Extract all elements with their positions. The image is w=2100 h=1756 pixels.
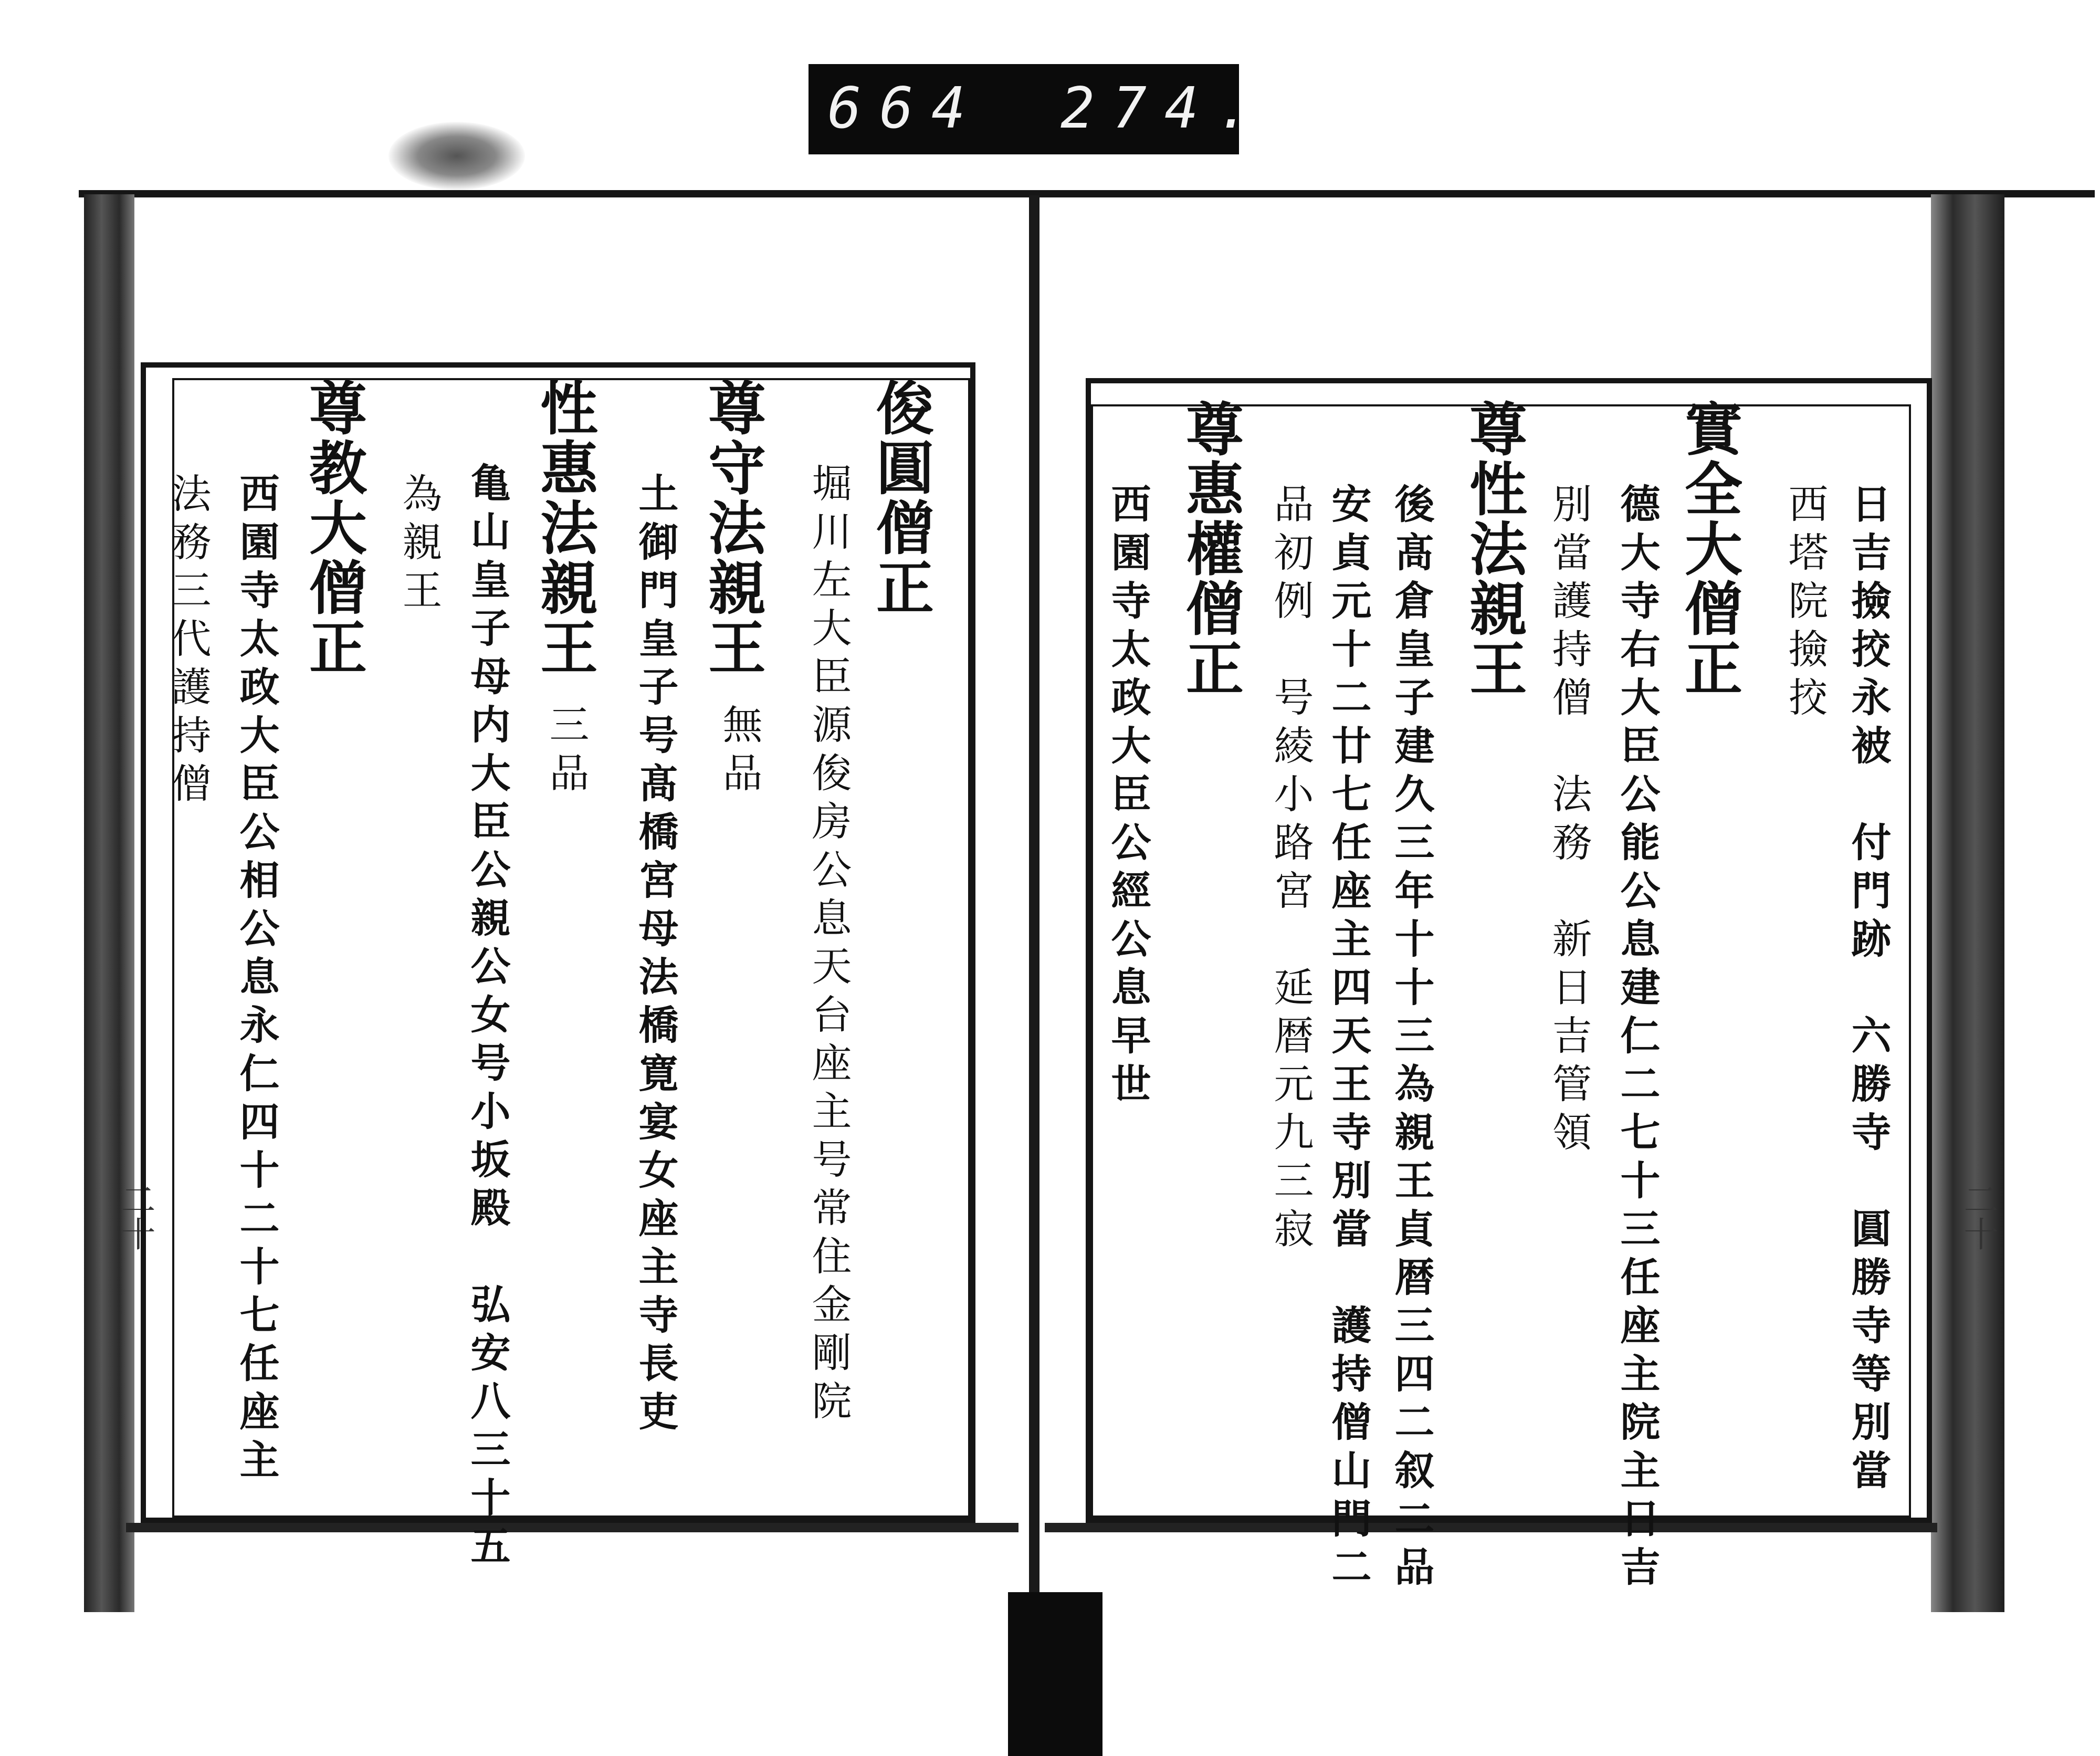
entry-note: 西塔院撿挍 xyxy=(1782,483,1829,725)
entry-title: 尊守法親王 xyxy=(699,378,766,677)
entry-title: 尊性法親王 xyxy=(1460,399,1528,698)
entry-note: 西園寺太政大臣公相公息永仁四十二十七任座主 xyxy=(233,473,280,1487)
entry-title: 性惠法親王 xyxy=(531,378,598,677)
entry-note: 亀山皇子母内大臣公親公女号小坂殿 弘安八三十五 xyxy=(464,462,511,1573)
book-top-edge xyxy=(79,190,2095,197)
entry-note: 為親王 xyxy=(396,473,443,618)
entry-title: 實全大僧正 xyxy=(1675,399,1743,698)
entry-note: 堀川左大臣源俊房公息天台座主号常住金剛院 xyxy=(805,462,852,1428)
entry-title: 俊圓僧正 xyxy=(867,378,934,618)
entry-note: 西園寺太政大臣公經公息早世 xyxy=(1105,483,1151,1111)
label-number-left: 664 xyxy=(827,76,984,141)
entry-note: 品初例 号綾小路宮 延暦元九三寂 xyxy=(1267,483,1314,1256)
entry-note: 土御門皇子号髙橋宮母法橋寛宴女座主寺長吏 xyxy=(632,473,679,1439)
page-bottom-edge-right xyxy=(1045,1523,1937,1532)
entry-note: 三品 xyxy=(543,704,590,800)
entry-note: 安貞元十二廿七任座主四天王寺別當 護持僧山門二 xyxy=(1325,483,1372,1594)
book-edge-right xyxy=(1931,194,2004,1612)
entry-title: 尊惠權僧正 xyxy=(1177,399,1244,698)
book-gutter xyxy=(1008,1592,1102,1756)
entry-note: 後髙倉皇子建久三年十十三為親王貞暦三四二叙二品 xyxy=(1388,483,1435,1594)
book-edge-left xyxy=(84,194,134,1612)
right-page-number: 二十 xyxy=(1958,1182,1998,1251)
entry-note: 無品 xyxy=(716,704,763,800)
left-page-number: 二十 xyxy=(115,1182,155,1251)
catalog-label-plate xyxy=(808,64,1269,154)
entry-note: 別當護持僧 法務 新日吉管領 xyxy=(1546,483,1592,1159)
binding-clip-shadow xyxy=(388,122,525,190)
label-number-right: 274. xyxy=(1060,76,1269,141)
entry-note: 德大寺右大臣公能公息建仁二七十三任座主院主日吉 xyxy=(1614,483,1661,1594)
entry-title: 尊教大僧正 xyxy=(300,378,368,677)
entry-note: 法務三代護持僧 xyxy=(165,473,212,811)
book-spine xyxy=(1029,195,1040,1592)
entry-note: 日吉撿挍永被 付門跡 六勝寺 圓勝寺等別當 xyxy=(1845,483,1892,1498)
page-bottom-edge-left xyxy=(126,1523,1018,1532)
